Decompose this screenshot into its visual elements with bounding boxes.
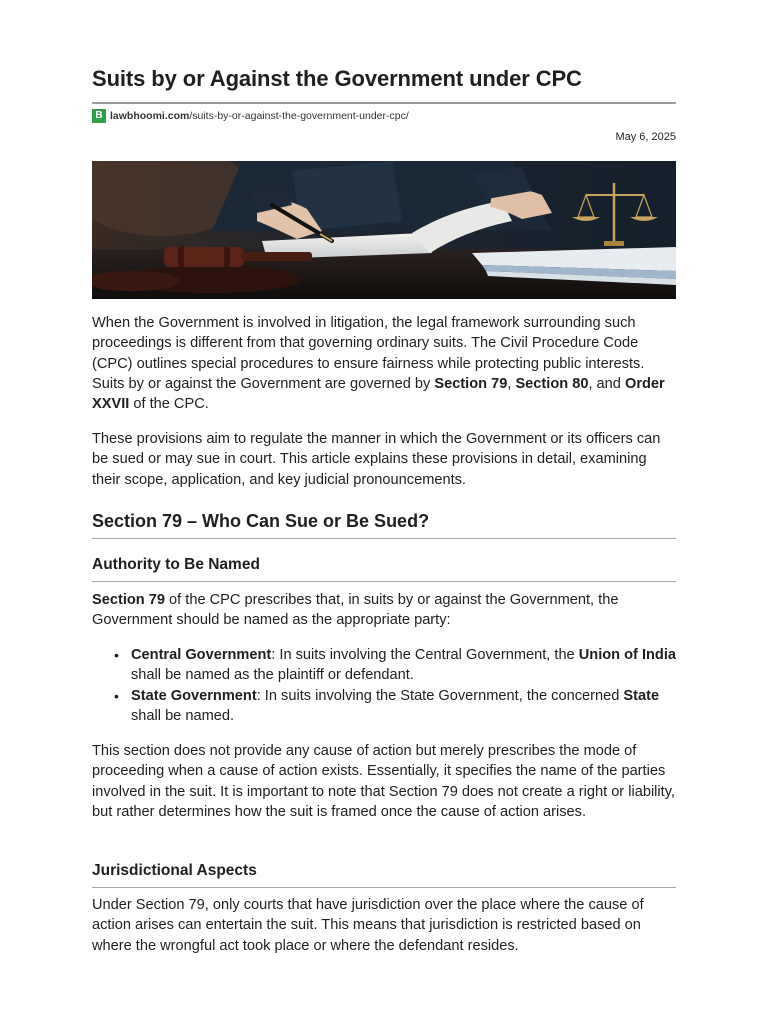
subsection-heading-jurisdiction: Jurisdictional Aspects <box>92 862 257 879</box>
text-span: shall be named as the plaintiff or defendant. <box>131 667 414 684</box>
text-span: , and <box>588 375 625 392</box>
section-heading: Section 79 – Who Can Sue or Be Sued? <box>92 511 430 531</box>
list-item <box>92 686 676 727</box>
publish-date: May 6, 2025 <box>615 131 676 143</box>
hero-image <box>92 161 676 299</box>
text-span: : In suits involving the Central Government, the <box>271 647 579 663</box>
text-span: of the CPC. <box>129 396 209 413</box>
authority-paragraph-2: This section does not provide any cause of action but merely prescribes the mode of proceeding when a cause of action exists. Essentially, it specifies the name of the parties involved in the suit. It is important to note that Section 79 does not create a right or liability, but rather determines how the suit is framed once the cause of action arises. <box>92 743 675 820</box>
site-favicon-icon: B <box>92 109 106 123</box>
text-span: When the Government is involved in litigation, the legal framework surrounding such proceedings is different from that governing ordinary suits. The Civil Procedure Code (CPC) outlines special procedures to ensure fairness while protecting public interests. Suits by or against the Government are governed by <box>92 315 645 392</box>
section-divider <box>92 538 676 539</box>
source-domain[interactable]: lawbhoomi.com <box>110 110 190 122</box>
emphasis: State Government <box>131 687 257 704</box>
emphasis: Section 79 <box>434 375 508 392</box>
subsection-heading-authority: Authority to Be Named <box>92 556 260 573</box>
source-link[interactable] <box>92 108 409 124</box>
intro-paragraph-2: These provisions aim to regulate the manner in which the Government or its officers can be sued or may sue in court. This article explains these provisions in detail, examining their scope, application, and key judicial pronouncements. <box>92 431 661 488</box>
source-path[interactable]: /suits-by-or-against-the-government-under-cpc/ <box>189 110 409 122</box>
emphasis: Section 79 <box>92 592 165 608</box>
hero-illustration <box>92 161 676 299</box>
jurisdiction-paragraph: Under Section 79, only courts that have jurisdiction over the place where the cause of action arises can entertain the suit. This means that jurisdiction is restricted based on where the wrongful act took place or where the defendant resides. <box>92 897 644 954</box>
subsection-divider <box>92 581 676 582</box>
text-span: shall be named. <box>131 707 235 724</box>
subsection-divider <box>92 887 676 888</box>
list-item <box>92 645 676 686</box>
emphasis: Order XXVII <box>92 375 665 413</box>
intro-paragraph-1 <box>92 313 676 414</box>
emphasis: State <box>623 687 660 704</box>
emphasis: Central Government <box>131 647 272 663</box>
title-divider <box>92 102 676 104</box>
page-title: Suits by or Against the Government under CPC <box>92 66 582 91</box>
emphasis: Union of India <box>578 647 677 663</box>
emphasis: Section 80 <box>515 375 589 392</box>
party-list <box>92 645 676 726</box>
authority-paragraph-1 <box>92 590 676 631</box>
text-span: : In suits involving the State Government, the concerned <box>256 687 624 704</box>
text-span: , <box>507 375 516 392</box>
text-span: of the CPC prescribes that, in suits by or against the Government, the Government should be named as the appropriate party: <box>92 592 619 629</box>
